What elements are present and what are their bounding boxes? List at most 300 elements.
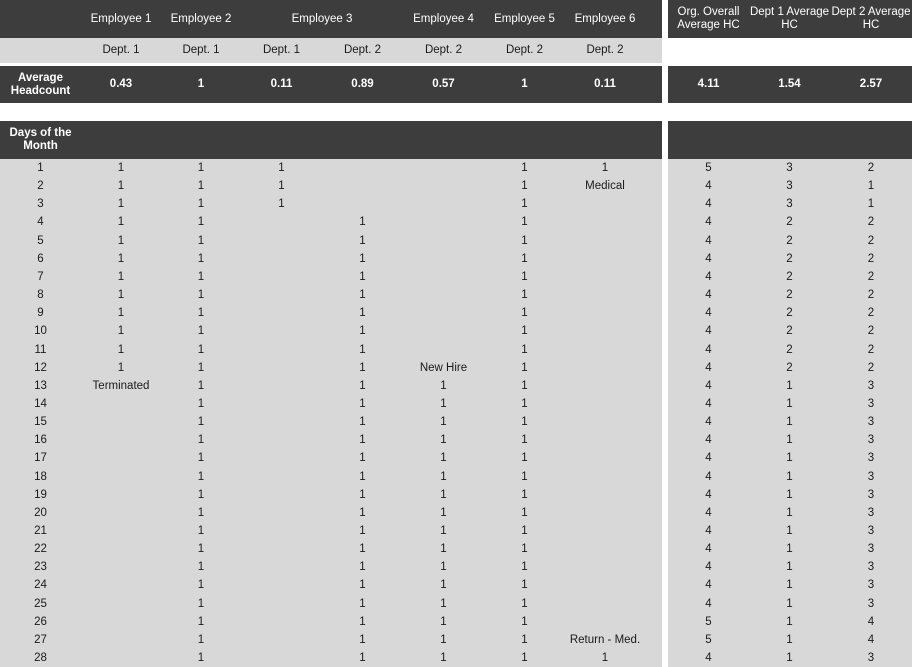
dept2-hc-cell: 3 bbox=[867, 543, 875, 555]
day-cell: 28 bbox=[34, 652, 47, 664]
employee-3-dept2-cell bbox=[322, 159, 403, 177]
employee-5-cell: 1 bbox=[521, 253, 528, 265]
employee-6-cell bbox=[565, 613, 645, 631]
employee-5-cell: 1 bbox=[521, 561, 528, 573]
employee-3-dept2-cell: 1 bbox=[359, 507, 366, 519]
employee-6-cell bbox=[565, 558, 645, 576]
employee-1-cell bbox=[81, 395, 161, 413]
dept1-hc-cell: 3 bbox=[786, 180, 793, 192]
employee-1-cell: 1 bbox=[117, 235, 125, 247]
org-hc-cell: 5 bbox=[705, 634, 712, 646]
employee-3-dept1-cell bbox=[241, 395, 322, 413]
employee-5-cell: 1 bbox=[521, 579, 528, 591]
employee-2-cell: 1 bbox=[197, 598, 205, 610]
dept1-average-value: 1.54 bbox=[778, 78, 801, 90]
dept2-hc-cell: 3 bbox=[867, 398, 875, 410]
dept2-hc-cell: 1 bbox=[867, 198, 875, 210]
employee-3-dept2-cell: 1 bbox=[359, 398, 366, 410]
org-hc-cell: 4 bbox=[705, 452, 712, 464]
employee-6-cell bbox=[565, 413, 645, 431]
employee-3-dept1-cell bbox=[241, 322, 322, 340]
org-hc-cell: 4 bbox=[705, 198, 712, 210]
employee-6-cell bbox=[565, 540, 645, 558]
employee-6-cell bbox=[565, 250, 645, 268]
day-cell: 14 bbox=[34, 398, 47, 410]
employee-3-dept2-cell: 1 bbox=[359, 634, 366, 646]
average-value: 0.11 bbox=[270, 78, 293, 90]
dept2-hc-cell: 3 bbox=[867, 525, 875, 537]
employee-4-cell bbox=[403, 177, 484, 195]
org-hc-cell: 4 bbox=[705, 398, 712, 410]
employee-3-dept1-cell bbox=[241, 540, 322, 558]
employee-6-header: Employee 6 bbox=[574, 12, 636, 25]
employee-3-dept2-cell bbox=[322, 177, 403, 195]
employee-1-cell bbox=[81, 449, 161, 467]
dept2-hc-cell: 2 bbox=[867, 325, 875, 337]
daily-rows bbox=[0, 159, 662, 667]
employee-2-cell: 1 bbox=[197, 398, 205, 410]
employee-3-dept2-cell: 1 bbox=[359, 235, 366, 247]
org-hc-cell: 4 bbox=[705, 307, 712, 319]
dept2-header: Dept 2 Average HC bbox=[831, 6, 911, 31]
employee-2-cell: 1 bbox=[197, 271, 205, 283]
org-hc-cell: 4 bbox=[705, 434, 712, 446]
employee-5-cell: 1 bbox=[521, 271, 528, 283]
dept2-hc-cell: 3 bbox=[867, 416, 875, 428]
day-cell: 15 bbox=[34, 416, 47, 428]
dept1-hc-cell: 2 bbox=[786, 325, 793, 337]
employee-3-dept1-cell bbox=[241, 558, 322, 576]
org-hc-cell: 4 bbox=[705, 598, 712, 610]
average-value: 1 bbox=[521, 78, 528, 90]
dept2-hc-cell: 3 bbox=[867, 489, 875, 501]
employee-3-dept1-cell bbox=[241, 431, 322, 449]
employee-5-cell: 1 bbox=[521, 634, 528, 646]
employee-2-cell: 1 bbox=[197, 434, 205, 446]
summary-spacer-header bbox=[668, 121, 912, 159]
employee-3-dept1-cell bbox=[241, 359, 322, 377]
employee-5-cell: 1 bbox=[521, 452, 528, 464]
employee-2-cell: 1 bbox=[197, 198, 205, 210]
employee-3-dept1-cell bbox=[241, 377, 322, 395]
employee-header-row bbox=[0, 0, 662, 38]
day-cell: 11 bbox=[34, 344, 47, 356]
employee-3-dept1-cell: 1 bbox=[278, 180, 285, 192]
employee-4-cell bbox=[403, 286, 484, 304]
employee-1-cell: 1 bbox=[117, 198, 125, 210]
employee-6-cell: 1 bbox=[601, 162, 609, 174]
org-hc-cell: 4 bbox=[705, 579, 712, 591]
employee-3-dept1-cell bbox=[241, 576, 322, 594]
employee-6-cell bbox=[565, 377, 645, 395]
employee-3-header: Employee 3 bbox=[291, 12, 353, 25]
org-hc-cell: 4 bbox=[705, 180, 712, 192]
org-hc-cell: 4 bbox=[705, 325, 712, 337]
days-of-month-label: Days of the Month bbox=[9, 127, 72, 152]
employee-2-cell: 1 bbox=[197, 507, 205, 519]
employee-2-cell: 1 bbox=[197, 380, 205, 392]
employee-2-cell: 1 bbox=[197, 652, 205, 664]
org-hc-cell: 4 bbox=[705, 344, 712, 356]
employee-3-dept1-cell bbox=[241, 304, 322, 322]
org-hc-cell: 4 bbox=[705, 216, 712, 228]
employee-3-dept1-cell bbox=[241, 613, 322, 631]
dept1-hc-cell: 1 bbox=[786, 598, 793, 610]
dept2-hc-cell: 3 bbox=[867, 434, 875, 446]
employee-3-dept2-cell: 1 bbox=[359, 471, 366, 483]
employee-4-cell: New Hire bbox=[419, 362, 468, 374]
employee-6-cell bbox=[565, 449, 645, 467]
employee-5-header: Employee 5 bbox=[494, 12, 555, 25]
employee-5-cell: 1 bbox=[521, 380, 528, 392]
employee-3-dept1-cell bbox=[241, 449, 322, 467]
org-hc-cell: 4 bbox=[705, 253, 712, 265]
dept1-hc-cell: 1 bbox=[786, 525, 793, 537]
employee-2-cell: 1 bbox=[197, 235, 205, 247]
employee-2-cell: 1 bbox=[197, 579, 205, 591]
dept1-hc-cell: 1 bbox=[786, 398, 793, 410]
day-cell: 19 bbox=[34, 489, 47, 501]
dept2-hc-cell: 3 bbox=[867, 579, 875, 591]
org-hc-cell: 4 bbox=[705, 561, 712, 573]
employee-6-cell bbox=[565, 359, 645, 377]
employee-4-cell bbox=[403, 250, 484, 268]
employee-5-cell: 1 bbox=[521, 507, 528, 519]
day-cell: 27 bbox=[34, 634, 47, 646]
employee-3-dept1-cell bbox=[241, 486, 322, 504]
day-cell: 23 bbox=[34, 561, 47, 573]
day-cell: 24 bbox=[34, 579, 47, 591]
dept1-hc-cell: 1 bbox=[786, 380, 793, 392]
dept-cell: Dept. 1 bbox=[262, 44, 301, 56]
employee-6-cell: Return - Med. bbox=[569, 634, 641, 646]
employee-2-cell: 1 bbox=[197, 543, 205, 555]
day-cell: 18 bbox=[34, 471, 47, 483]
org-hc-cell: 4 bbox=[705, 507, 712, 519]
summary-daily-rows bbox=[668, 159, 912, 667]
employee-5-cell: 1 bbox=[521, 198, 528, 210]
employee-4-cell: 1 bbox=[440, 616, 447, 628]
employee-3-dept1-cell bbox=[241, 286, 322, 304]
dept2-hc-cell: 2 bbox=[867, 344, 875, 356]
employee-6-cell bbox=[565, 322, 645, 340]
dept1-hc-cell: 1 bbox=[786, 416, 793, 428]
org-hc-cell: 4 bbox=[705, 471, 712, 483]
dept2-hc-cell: 3 bbox=[867, 652, 875, 664]
employee-3-dept2-cell: 1 bbox=[359, 652, 366, 664]
dept1-hc-cell: 2 bbox=[786, 289, 793, 301]
dept2-hc-cell: 3 bbox=[867, 471, 875, 483]
employee-4-cell: 1 bbox=[440, 507, 447, 519]
employee-6-cell bbox=[565, 431, 645, 449]
employee-4-cell: 1 bbox=[440, 652, 447, 664]
employee-3-dept2-cell: 1 bbox=[359, 307, 366, 319]
day-cell: 21 bbox=[34, 525, 47, 537]
average-value: 0.89 bbox=[351, 78, 374, 90]
employee-4-cell: 1 bbox=[440, 598, 447, 610]
employee-4-cell: 1 bbox=[440, 434, 447, 446]
department-row bbox=[0, 38, 662, 63]
employee-6-cell: Medical bbox=[585, 180, 625, 192]
employee-1-cell bbox=[81, 468, 161, 486]
employee-5-cell: 1 bbox=[521, 398, 528, 410]
employee-2-cell: 1 bbox=[197, 452, 205, 464]
dept2-hc-cell: 3 bbox=[867, 380, 875, 392]
dept2-hc-cell: 2 bbox=[867, 362, 875, 374]
employee-1-cell bbox=[81, 504, 161, 522]
employee-5-cell: 1 bbox=[521, 289, 528, 301]
employee-1-cell: 1 bbox=[117, 307, 125, 319]
dept1-hc-cell: 1 bbox=[786, 507, 793, 519]
org-hc-cell: 5 bbox=[705, 616, 712, 628]
employee-6-cell bbox=[565, 486, 645, 504]
day-cell: 25 bbox=[34, 598, 47, 610]
employee-1-cell: 1 bbox=[117, 253, 125, 265]
dept1-hc-cell: 1 bbox=[786, 616, 793, 628]
org-hc-cell: 4 bbox=[705, 489, 712, 501]
employee-1-cell bbox=[81, 486, 161, 504]
dept2-hc-cell: 4 bbox=[867, 634, 875, 646]
employee-2-cell: 1 bbox=[197, 362, 205, 374]
day-cell: 22 bbox=[34, 543, 47, 555]
employee-6-cell bbox=[565, 576, 645, 594]
dept-cell: Dept. 2 bbox=[505, 44, 544, 56]
employee-4-cell bbox=[403, 195, 484, 213]
org-hc-cell: 4 bbox=[705, 525, 712, 537]
employee-1-cell: 1 bbox=[117, 362, 125, 374]
employee-3-dept1-cell bbox=[241, 504, 322, 522]
employee-2-cell: 1 bbox=[197, 525, 205, 537]
employee-3-dept1-cell bbox=[241, 595, 322, 613]
average-value: 0.11 bbox=[594, 78, 616, 90]
employee-5-cell: 1 bbox=[521, 598, 528, 610]
employee-5-cell: 1 bbox=[521, 616, 528, 628]
employee-5-cell: 1 bbox=[521, 489, 528, 501]
employee-3-dept2-cell: 1 bbox=[359, 561, 366, 573]
dept1-header: Dept 1 Average HC bbox=[749, 6, 830, 31]
employee-1-cell bbox=[81, 595, 161, 613]
average-value: 0.57 bbox=[432, 78, 455, 90]
dept2-hc-cell: 4 bbox=[867, 616, 875, 628]
employee-4-cell: 1 bbox=[440, 416, 447, 428]
employee-4-cell: 1 bbox=[440, 380, 447, 392]
day-cell: 10 bbox=[34, 325, 47, 337]
employee-2-cell: 1 bbox=[197, 634, 205, 646]
employee-1-cell bbox=[81, 540, 161, 558]
dept1-hc-cell: 1 bbox=[786, 471, 793, 483]
employee-4-cell: 1 bbox=[440, 398, 447, 410]
org-hc-cell: 4 bbox=[705, 235, 712, 247]
employee-3-dept2-cell: 1 bbox=[359, 362, 366, 374]
employee-2-cell: 1 bbox=[197, 416, 205, 428]
employee-1-cell: 1 bbox=[117, 289, 125, 301]
dept1-hc-cell: 1 bbox=[786, 452, 793, 464]
employee-6-cell bbox=[565, 268, 645, 286]
employee-2-cell: 1 bbox=[197, 471, 205, 483]
employee-4-cell: 1 bbox=[440, 634, 447, 646]
employee-6-cell bbox=[565, 504, 645, 522]
employee-6-cell bbox=[565, 522, 645, 540]
day-cell: 17 bbox=[34, 452, 47, 464]
employee-6-cell: 1 bbox=[601, 652, 609, 664]
employee-6-cell bbox=[565, 595, 645, 613]
org-hc-cell: 4 bbox=[705, 380, 712, 392]
employee-3-dept2-cell: 1 bbox=[359, 452, 366, 464]
employee-2-cell: 1 bbox=[197, 180, 205, 192]
average-headcount-row bbox=[0, 66, 662, 103]
employee-2-cell: 1 bbox=[197, 253, 205, 265]
employee-3-dept1-cell bbox=[241, 522, 322, 540]
dept1-hc-cell: 1 bbox=[786, 561, 793, 573]
dept1-hc-cell: 3 bbox=[786, 162, 793, 174]
org-hc-cell: 4 bbox=[705, 289, 712, 301]
employee-5-cell: 1 bbox=[521, 235, 528, 247]
day-cell: 20 bbox=[34, 507, 47, 519]
employee-3-dept2-cell: 1 bbox=[359, 416, 366, 428]
employee-6-cell bbox=[565, 341, 645, 359]
employee-6-cell bbox=[565, 468, 645, 486]
employee-2-cell: 1 bbox=[197, 561, 205, 573]
employee-5-cell: 1 bbox=[521, 362, 528, 374]
day-cell: 16 bbox=[34, 434, 47, 446]
employee-3-dept2-cell: 1 bbox=[359, 434, 366, 446]
day-cell: 9 bbox=[37, 307, 44, 319]
employee-5-cell: 1 bbox=[521, 325, 528, 337]
day-cell: 2 bbox=[37, 180, 44, 192]
employee-3-dept2-cell: 1 bbox=[359, 253, 366, 265]
employee-5-cell: 1 bbox=[521, 652, 528, 664]
org-hc-cell: 4 bbox=[705, 362, 712, 374]
employee-1-cell bbox=[81, 522, 161, 540]
day-cell: 26 bbox=[34, 616, 47, 628]
employee-5-cell: 1 bbox=[521, 434, 528, 446]
org-hc-cell: 4 bbox=[705, 543, 712, 555]
dept2-hc-cell: 2 bbox=[867, 162, 875, 174]
employee-4-cell bbox=[403, 213, 484, 231]
employee-3-dept2-cell: 1 bbox=[359, 525, 366, 537]
employee-5-cell: 1 bbox=[521, 344, 528, 356]
employee-6-cell bbox=[565, 286, 645, 304]
dept-cell: Dept. 1 bbox=[102, 44, 140, 56]
dept2-hc-cell: 2 bbox=[867, 271, 875, 283]
employee-5-cell: 1 bbox=[521, 471, 528, 483]
employee-3-dept1-cell bbox=[241, 213, 322, 231]
employee-6-cell bbox=[565, 395, 645, 413]
employee-4-cell bbox=[403, 232, 484, 250]
employee-4-cell bbox=[403, 341, 484, 359]
employee-5-cell: 1 bbox=[521, 216, 528, 228]
employee-2-cell: 1 bbox=[197, 162, 205, 174]
day-cell: 7 bbox=[37, 271, 44, 283]
employee-6-cell bbox=[565, 304, 645, 322]
employee-3-dept1-cell bbox=[241, 341, 322, 359]
dept1-hc-cell: 1 bbox=[786, 489, 793, 501]
dept2-hc-cell: 3 bbox=[867, 598, 875, 610]
employee-1-cell: 1 bbox=[117, 162, 125, 174]
employee-2-cell: 1 bbox=[197, 289, 205, 301]
day-cell: 3 bbox=[37, 198, 44, 210]
dept1-hc-cell: 2 bbox=[786, 307, 793, 319]
employee-2-header: Employee 2 bbox=[170, 12, 232, 25]
employee-4-cell: 1 bbox=[440, 543, 447, 555]
dept2-hc-cell: 1 bbox=[867, 180, 875, 192]
employee-4-cell bbox=[403, 159, 484, 177]
employee-1-cell bbox=[81, 413, 161, 431]
employee-1-cell: Terminated bbox=[92, 380, 150, 392]
org-hc-cell: 5 bbox=[705, 162, 712, 174]
employee-3-dept2-cell: 1 bbox=[359, 489, 366, 501]
average-headcount-label: Average Headcount bbox=[10, 71, 71, 97]
average-value: 1 bbox=[197, 78, 205, 90]
dept2-hc-cell: 3 bbox=[867, 561, 875, 573]
dept-cell: Dept. 2 bbox=[343, 44, 382, 56]
employee-3-dept1-cell: 1 bbox=[278, 162, 285, 174]
employee-3-dept2-cell: 1 bbox=[359, 289, 366, 301]
dept1-hc-cell: 1 bbox=[786, 652, 793, 664]
dept-cell: Dept. 2 bbox=[586, 44, 624, 56]
employee-5-cell: 1 bbox=[521, 543, 528, 555]
summary-header-row bbox=[668, 0, 912, 38]
employee-1-header: Employee 1 bbox=[90, 12, 152, 25]
dept-cell: Dept. 2 bbox=[424, 44, 463, 56]
dept1-hc-cell: 1 bbox=[786, 434, 793, 446]
employee-2-cell: 1 bbox=[197, 216, 205, 228]
employee-5-cell: 1 bbox=[521, 162, 528, 174]
dept-cell: Dept. 1 bbox=[182, 44, 220, 56]
employee-5-cell: 1 bbox=[521, 416, 528, 428]
org-overall-header: Org. Overall Average HC bbox=[677, 6, 740, 31]
employee-1-cell: 1 bbox=[117, 325, 125, 337]
dept1-hc-cell: 2 bbox=[786, 271, 793, 283]
dept1-hc-cell: 3 bbox=[786, 198, 793, 210]
dept1-hc-cell: 1 bbox=[786, 579, 793, 591]
employee-3-dept1-cell bbox=[241, 649, 322, 667]
employee-3-dept2-cell: 1 bbox=[359, 579, 366, 591]
employee-2-cell: 1 bbox=[197, 307, 205, 319]
employee-4-cell: 1 bbox=[440, 579, 447, 591]
dept2-hc-cell: 3 bbox=[867, 507, 875, 519]
dept2-hc-cell: 2 bbox=[867, 289, 875, 301]
employee-4-cell: 1 bbox=[440, 489, 447, 501]
employee-3-dept2-cell: 1 bbox=[359, 616, 366, 628]
employee-3-dept2-cell bbox=[322, 195, 403, 213]
employee-5-cell: 1 bbox=[521, 307, 528, 319]
day-cell: 13 bbox=[34, 380, 47, 392]
dept1-hc-cell: 1 bbox=[786, 543, 793, 555]
day-cell: 6 bbox=[37, 253, 44, 265]
org-hc-cell: 4 bbox=[705, 271, 712, 283]
employee-4-cell: 1 bbox=[440, 452, 447, 464]
employee-4-cell bbox=[403, 304, 484, 322]
org-hc-cell: 4 bbox=[705, 416, 712, 428]
employee-1-cell bbox=[81, 576, 161, 594]
day-cell: 1 bbox=[37, 162, 44, 174]
employee-3-dept1-cell bbox=[241, 268, 322, 286]
employee-2-cell: 1 bbox=[197, 489, 205, 501]
dept2-hc-cell: 2 bbox=[867, 235, 875, 247]
employee-3-dept1-cell bbox=[241, 631, 322, 649]
dept1-hc-cell: 2 bbox=[786, 216, 793, 228]
employee-3-dept1-cell bbox=[241, 232, 322, 250]
employee-2-cell: 1 bbox=[197, 325, 205, 337]
employee-3-dept1-cell: 1 bbox=[278, 198, 285, 210]
employee-1-cell bbox=[81, 431, 161, 449]
employee-3-dept1-cell bbox=[241, 413, 322, 431]
employee-4-cell: 1 bbox=[440, 561, 447, 573]
dept2-hc-cell: 2 bbox=[867, 216, 875, 228]
employee-1-cell bbox=[81, 613, 161, 631]
dept1-hc-cell: 2 bbox=[786, 362, 793, 374]
